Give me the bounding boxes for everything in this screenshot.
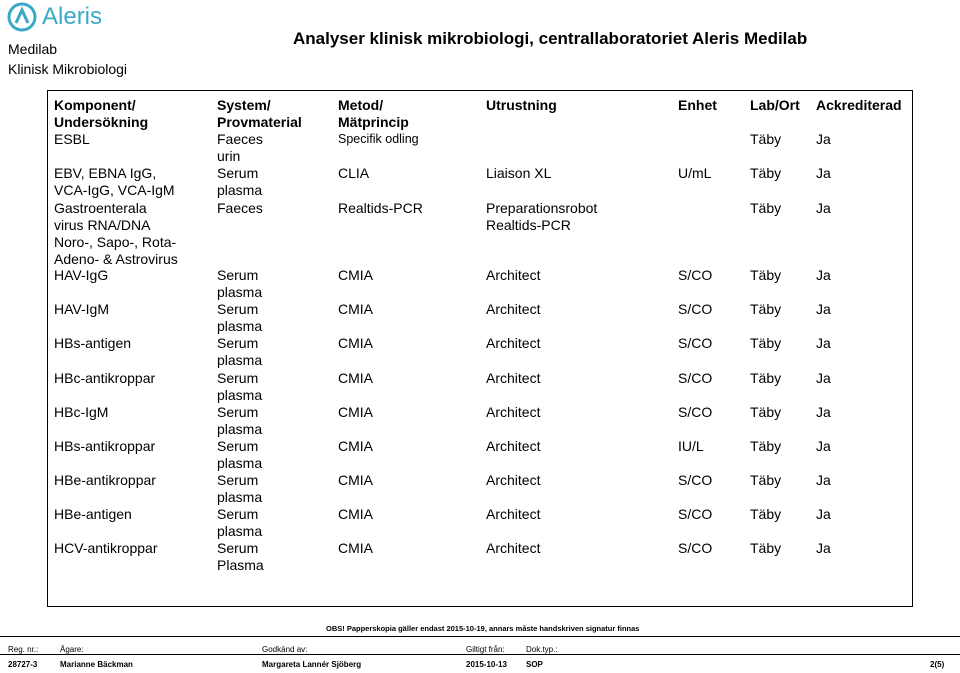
header-utrustning: Utrustning: [486, 97, 557, 113]
row-komponent: Noro-, Sapo-, Rota-: [54, 234, 177, 250]
header-line2: Klinisk Mikrobiologi: [8, 61, 128, 77]
row-system: Serum: [217, 335, 259, 351]
analysis-table-frame: [47, 90, 913, 607]
row-enhet: S/CO: [678, 267, 713, 283]
row-system: urin: [217, 148, 241, 164]
row-system: Serum: [217, 165, 259, 181]
row-metod: CMIA: [338, 301, 373, 317]
row-komponent: HBe-antikroppar: [54, 472, 156, 488]
row-system: plasma: [217, 352, 263, 368]
aleris-logo-icon: [7, 2, 37, 32]
row-ackrediterad: Ja: [816, 438, 831, 454]
row-system: Serum: [217, 370, 259, 386]
row-komponent: VCA-IgG, VCA-IgM: [54, 182, 175, 198]
row-ackrediterad: Ja: [816, 472, 831, 488]
header-line1: Medilab: [8, 41, 58, 57]
row-komponent: HAV-IgM: [54, 301, 109, 317]
header-komponent: Komponent/: [54, 97, 136, 113]
value-giltigt: 2015-10-13: [466, 660, 507, 669]
row-labort: Täby: [750, 540, 782, 556]
row-metod: Specifik odling: [338, 132, 419, 146]
row-system: plasma: [217, 455, 263, 471]
row-komponent: HBe-antigen: [54, 506, 132, 522]
row-komponent: HAV-IgG: [54, 267, 109, 283]
row-labort: Täby: [750, 131, 782, 147]
row-system: Serum: [217, 301, 259, 317]
value-regnr: 28727-3: [8, 660, 38, 669]
footer-rule-middle: [0, 654, 960, 655]
row-metod: CMIA: [338, 267, 373, 283]
row-metod: CMIA: [338, 506, 373, 522]
row-system: Serum: [217, 540, 259, 556]
row-metod: CMIA: [338, 404, 373, 420]
row-ackrediterad: Ja: [816, 165, 831, 181]
value-godkand: Margareta Lannér Sjöberg: [262, 660, 362, 669]
row-utrustning: Architect: [486, 472, 541, 488]
row-enhet: S/CO: [678, 472, 713, 488]
header-department: [8, 39, 127, 79]
row-ackrediterad: Ja: [816, 335, 831, 351]
row-system: plasma: [217, 421, 263, 437]
row-labort: Täby: [750, 438, 782, 454]
row-ackrediterad: Ja: [816, 370, 831, 386]
row-utrustning: Architect: [486, 301, 541, 317]
label-godkand: Godkänd av:: [262, 645, 308, 654]
row-komponent: EBV, EBNA IgG,: [54, 165, 157, 181]
row-utrustning: Architect: [486, 404, 541, 420]
row-metod: CMIA: [338, 438, 373, 454]
row-utrustning: Architect: [486, 540, 541, 556]
row-ackrediterad: Ja: [816, 404, 831, 420]
header-labort: Lab/Ort: [750, 97, 800, 113]
row-enhet: IU/L: [678, 438, 704, 454]
header-system: Provmaterial: [217, 114, 302, 130]
row-enhet: S/CO: [678, 540, 713, 556]
row-ackrediterad: Ja: [816, 267, 831, 283]
row-komponent: HBs-antikroppar: [54, 438, 156, 454]
row-utrustning: Architect: [486, 335, 541, 351]
page-title: Analyser klinisk mikrobiologi, centrallaboratoriet Aleris Medilab: [293, 29, 808, 48]
row-system: Faeces: [217, 200, 263, 216]
validity-note: OBS! Papperskopia gäller endast 2015-10-19, annars måste handskriven signatur finnas: [326, 624, 640, 633]
row-komponent: HCV-antikroppar: [54, 540, 158, 556]
header-komponent: Undersökning: [54, 114, 149, 130]
row-system: plasma: [217, 318, 263, 334]
row-utrustning: Architect: [486, 438, 541, 454]
row-komponent: virus RNA/DNA: [54, 217, 151, 233]
row-system: plasma: [217, 182, 263, 198]
label-regnr: Reg. nr.:: [8, 645, 39, 654]
row-komponent: ESBL: [54, 131, 90, 147]
row-labort: Täby: [750, 472, 782, 488]
row-komponent: HBc-IgM: [54, 404, 109, 420]
row-utrustning: Architect: [486, 506, 541, 522]
logo-text: Aleris: [42, 3, 103, 30]
label-agare: Ägare:: [60, 645, 84, 654]
row-utrustning: Realtids-PCR: [486, 217, 571, 233]
row-enhet: U/mL: [678, 165, 712, 181]
footer-rule-top: [0, 636, 960, 637]
row-komponent: HBs-antigen: [54, 335, 132, 351]
row-labort: Täby: [750, 267, 782, 283]
row-system: plasma: [217, 489, 263, 505]
row-metod: CMIA: [338, 335, 373, 351]
header-enhet: Enhet: [678, 97, 717, 113]
row-ackrediterad: Ja: [816, 301, 831, 317]
row-system: Serum: [217, 506, 259, 522]
row-metod: CMIA: [338, 370, 373, 386]
label-doktyp: Dok.typ.:: [526, 645, 558, 654]
row-system: Serum: [217, 472, 259, 488]
row-labort: Täby: [750, 165, 782, 181]
row-utrustning: Liaison XL: [486, 165, 552, 181]
header-metod: Mätprincip: [338, 114, 409, 130]
row-enhet: S/CO: [678, 404, 713, 420]
row-enhet: S/CO: [678, 506, 713, 522]
row-enhet: S/CO: [678, 335, 713, 351]
row-enhet: S/CO: [678, 370, 713, 386]
row-metod: CLIA: [338, 165, 370, 181]
row-ackrediterad: Ja: [816, 540, 831, 556]
row-metod: Realtids-PCR: [338, 200, 423, 216]
row-labort: Täby: [750, 506, 782, 522]
aleris-logo: [7, 2, 102, 32]
row-system: Plasma: [217, 557, 264, 573]
row-utrustning: Architect: [486, 370, 541, 386]
row-utrustning: Architect: [486, 267, 541, 283]
row-labort: Täby: [750, 404, 782, 420]
row-labort: Täby: [750, 200, 782, 216]
row-ackrediterad: Ja: [816, 200, 831, 216]
row-system: Serum: [217, 404, 259, 420]
row-system: Faeces: [217, 131, 263, 147]
row-system: plasma: [217, 523, 263, 539]
value-agare: Marianne Bäckman: [60, 660, 133, 669]
row-ackrediterad: Ja: [816, 506, 831, 522]
row-labort: Täby: [750, 335, 782, 351]
row-ackrediterad: Ja: [816, 131, 831, 147]
row-labort: Täby: [750, 301, 782, 317]
row-system: Serum: [217, 438, 259, 454]
row-metod: CMIA: [338, 472, 373, 488]
row-komponent: HBc-antikroppar: [54, 370, 156, 386]
row-komponent: Gastroenterala: [54, 200, 147, 216]
row-system: plasma: [217, 284, 263, 300]
row-enhet: S/CO: [678, 301, 713, 317]
row-labort: Täby: [750, 370, 782, 386]
header-ackrediterad: Ackrediterad: [816, 97, 902, 113]
row-komponent: Adeno- & Astrovirus: [54, 251, 178, 267]
label-giltigt: Giltigt från:: [466, 645, 505, 654]
page-number: 2(5): [930, 660, 945, 669]
header-metod: Metod/: [338, 97, 384, 113]
row-system: plasma: [217, 387, 263, 403]
row-utrustning: Preparationsrobot: [486, 200, 598, 216]
row-metod: CMIA: [338, 540, 373, 556]
value-doktyp: SOP: [526, 660, 543, 669]
header-system: System/: [217, 97, 271, 113]
row-system: Serum: [217, 267, 259, 283]
